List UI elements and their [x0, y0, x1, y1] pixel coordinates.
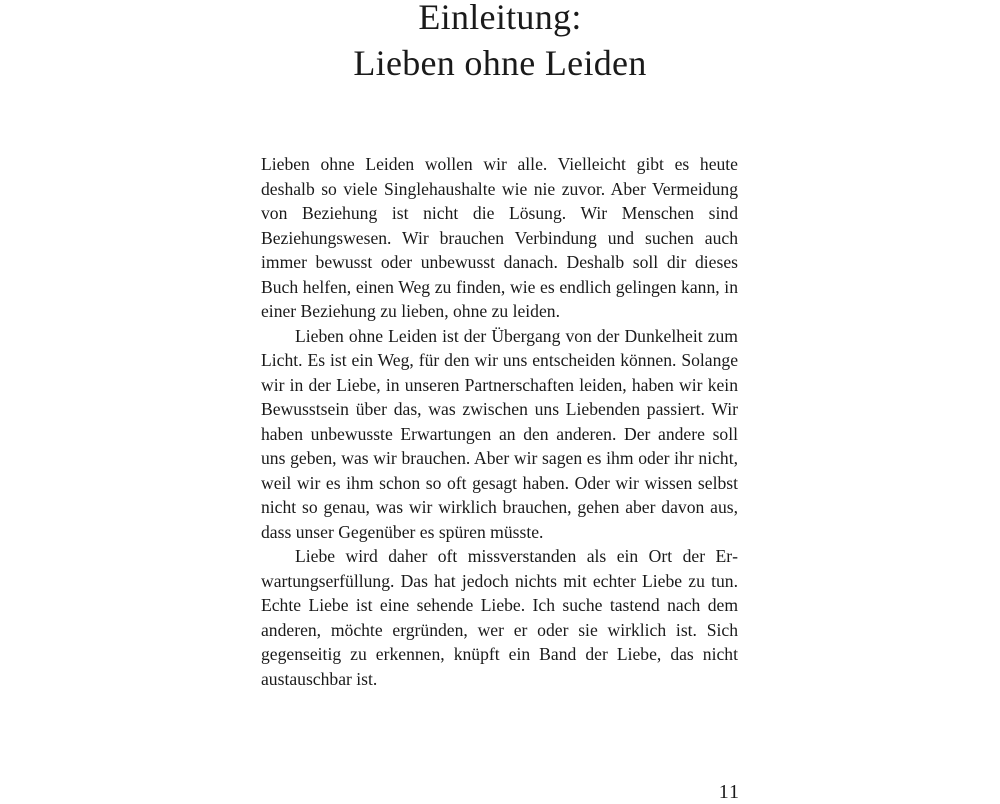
paragraph-3: Liebe wird daher oft missverstanden als ein Ort der Erwartungserfüllung. Das hat jedoch nichts mit echter Liebe zu tun. Echte Liebe ist eine sehende Liebe. Ich suche tastend nach dem anderen, möchte ergründen, wer er oder sie wirklich ist. Sich gegenseitig zu erkennen, knüpft ein Band der Liebe, das nicht austauschbar ist.	[261, 546, 738, 689]
chapter-body-text	[261, 152, 738, 691]
page-number: 11	[718, 781, 740, 803]
paragraph-1: Lieben ohne Leiden wollen wir alle. Vielleicht gibt es heute deshalb so viele Singlehaushalte wie nie zuvor. Aber Vermeidung von Beziehung ist nicht die Lösung. Wir Menschen sind Beziehungswesen. Wir brauchen Verbindung und suchen auch immer bewusst oder unbewusst danach. Deshalb soll dir dieses Buch helfen, einen Weg zu finden, wie es endlich gelingen kann, in einer Beziehung zu lieben, ohne zu leiden.	[261, 154, 738, 321]
chapter-title-line-1: Einleitung:	[418, 0, 582, 37]
chapter-title-line-2: Lieben ohne Leiden	[353, 43, 647, 83]
paragraph-2: Lieben ohne Leiden ist der Übergang von der Dunkelheit zum Licht. Es ist ein Weg, für den wir uns entscheiden können. Solange wir in der Liebe, in unseren Partnerschaften leiden, haben wir kein Bewusstsein über das, was zwischen uns Liebenden passiert. Wir haben unbewusste Erwartungen an den anderen. Der andere soll uns geben, was wir brauchen. Aber wir sagen es ihm oder ihr nicht, weil wir es ihm schon so oft gesagt haben. Oder wir wissen selbst nicht so genau, was wir wirklich brauchen, gehen aber davon aus, dass unser Gegenüber es spüren müsste.	[261, 325, 738, 542]
